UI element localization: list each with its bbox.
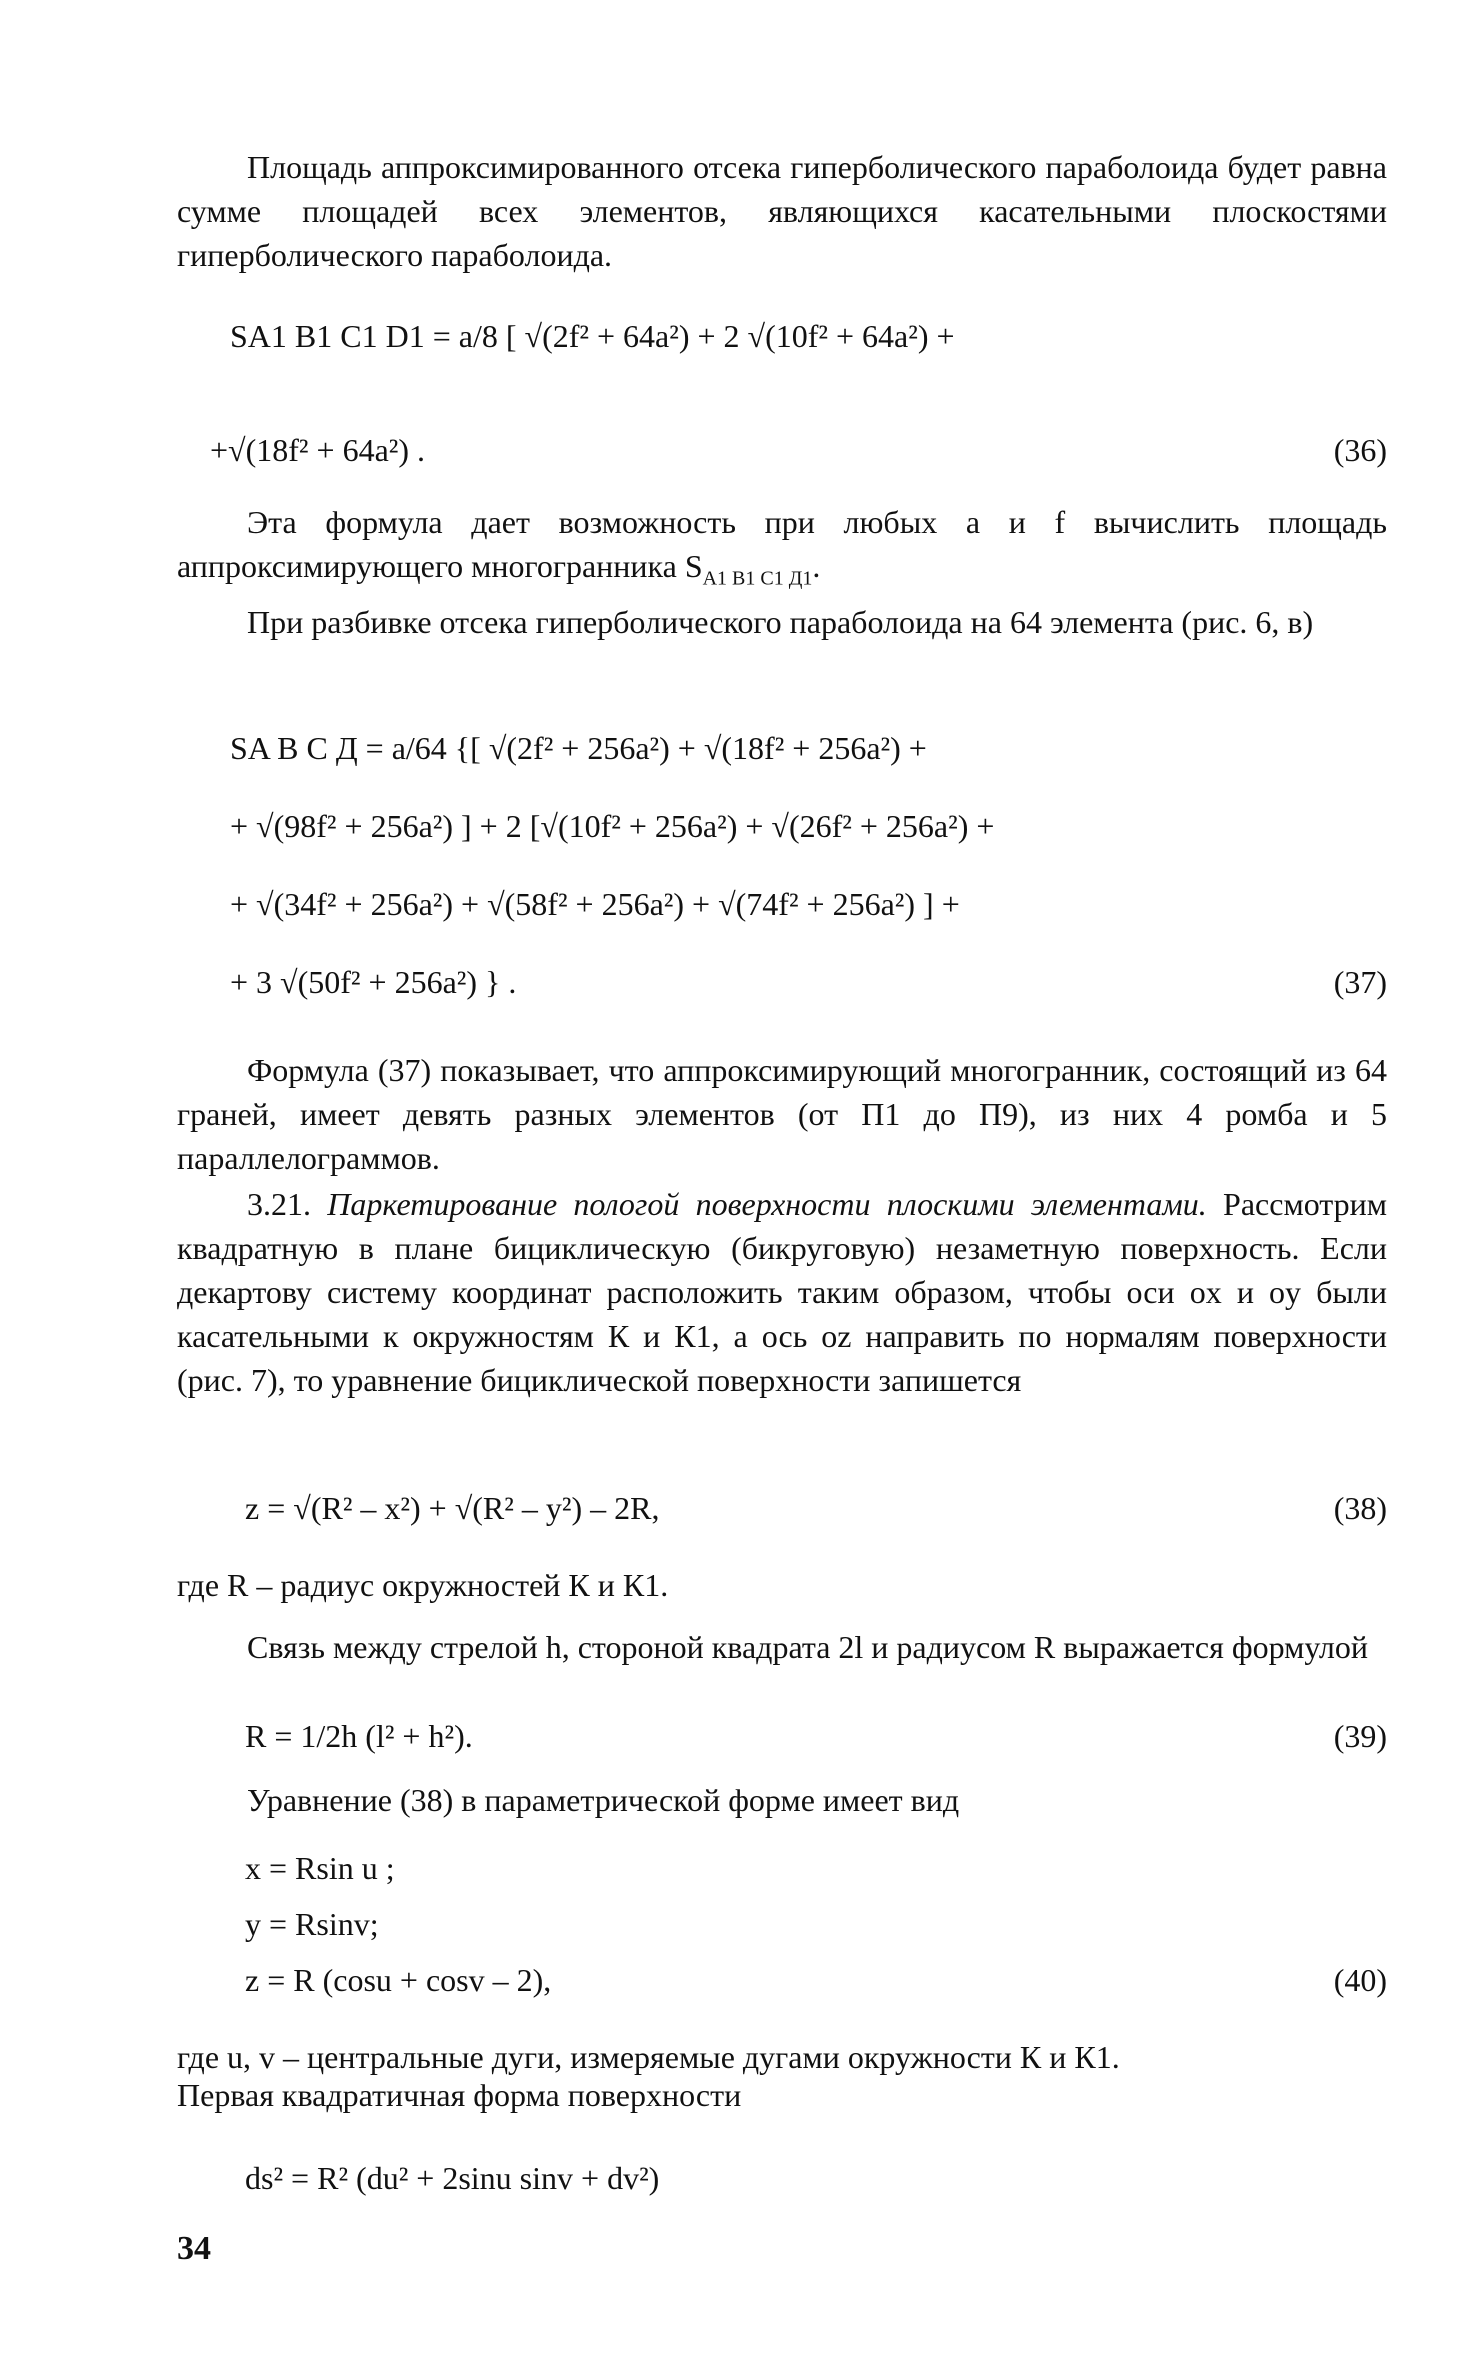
paragraph-1: Площадь аппроксимированного отсека гиперболического параболоида будет равна сумме площадей всех элементов, являющихся касательными плоскостями гиперболического параболоида.: [177, 149, 1387, 273]
paragraph-4: Формула (37) показывает, что аппроксимирующий многогранник, состоящий из 64 граней, имеет девять разных элементов (от П1 до П9), из них 4 ромба и 5 параллелограммов.: [177, 1052, 1387, 1176]
equation-36-line-2: +√(18f² + 64a²) .: [210, 432, 426, 468]
equation-40-number: (40): [1333, 1962, 1387, 1998]
paragraph-8: Уравнение (38) в параметрической форме имеет вид: [247, 1782, 960, 1818]
section-title: Паркетирование пологой поверхности плоскими элементами.: [327, 1186, 1207, 1222]
paragraph-2: Эта формула дает возможность при любых a и f вычислить площадь аппроксимирующего многогранника $S_{A1 B1 C1 Д1}$.: [177, 504, 1387, 590]
section-number: 3.21.: [247, 1186, 311, 1222]
equation-37-line-2: + √(98f² + 256a²) ] + 2 [√(10f² + 256a²) + √(26f² + 256a²) +: [230, 808, 995, 844]
equation-39-number: (39): [1333, 1718, 1387, 1754]
section-body: Рассмотрим квадратную в плане бициклическую (бикруговую) незаметную поверхность. Если декартову систему координат расположить таким образом, чтобы оси ox и oy были касательными к окружностям К и К1, а ось oz направить по нормалям поверхности (рис. 7), то уравнение бициклической поверхности запишется: [177, 1186, 1388, 1398]
equation-38: z = √(R² – x²) + √(R² – y²) – 2R,: [245, 1490, 660, 1526]
paragraph-2-text: Эта формула дает возможность при любых a и f вычислить площадь аппроксимирующего многогранника S: [177, 504, 1387, 584]
paragraph-7: Связь между стрелой h, стороной квадрата 2l и радиусом R выражается формулой: [247, 1629, 1369, 1665]
paragraph-2-subscript: A1 B1 C1 Д1: [702, 567, 813, 590]
page-number: 34: [177, 2230, 211, 2267]
paragraph-6: где R – радиус окружностей К и К1.: [177, 1567, 669, 1603]
equation-40-line-2: y = Rsinv;: [245, 1906, 379, 1942]
paragraph-5: [177, 1182, 1387, 1402]
equation-37-line-4: + 3 √(50f² + 256a²) } .: [230, 964, 517, 1000]
equation-37-line-1: SA B C Д = a/64 {[ √(2f² + 256a²) + √(18f² + 256a²) +: [230, 730, 927, 766]
equation-40-line-1: x = Rsin u ;: [245, 1850, 395, 1886]
equation-36-number: (36): [1333, 432, 1387, 468]
paragraph-9: где u, v – центральные дуги, измеряемые дугами окружности К и К1.: [177, 2039, 1120, 2075]
equation-40-line-3: z = R (cosu + cosv – 2),: [245, 1962, 552, 1998]
equation-39: R = 1/2h (l² + h²).: [245, 1718, 473, 1754]
paragraph-10: Первая квадратичная форма поверхности: [177, 2077, 742, 2113]
equation-36-line-1: SA1 B1 C1 D1 = a/8 [ √(2f² + 64a²) + 2 √(10f² + 64a²) +: [230, 318, 955, 354]
equation-41: ds² = R² (du² + 2sinu sinv + dv²): [245, 2160, 660, 2196]
paragraph-3: При разбивке отсека гиперболического параболоида на 64 элемента (рис. 6, в): [247, 604, 1314, 640]
equation-37-number: (37): [1333, 964, 1387, 1000]
equation-38-number: (38): [1333, 1490, 1387, 1526]
equation-37-line-3: + √(34f² + 256a²) + √(58f² + 256a²) + √(74f² + 256a²) ] +: [230, 886, 960, 922]
